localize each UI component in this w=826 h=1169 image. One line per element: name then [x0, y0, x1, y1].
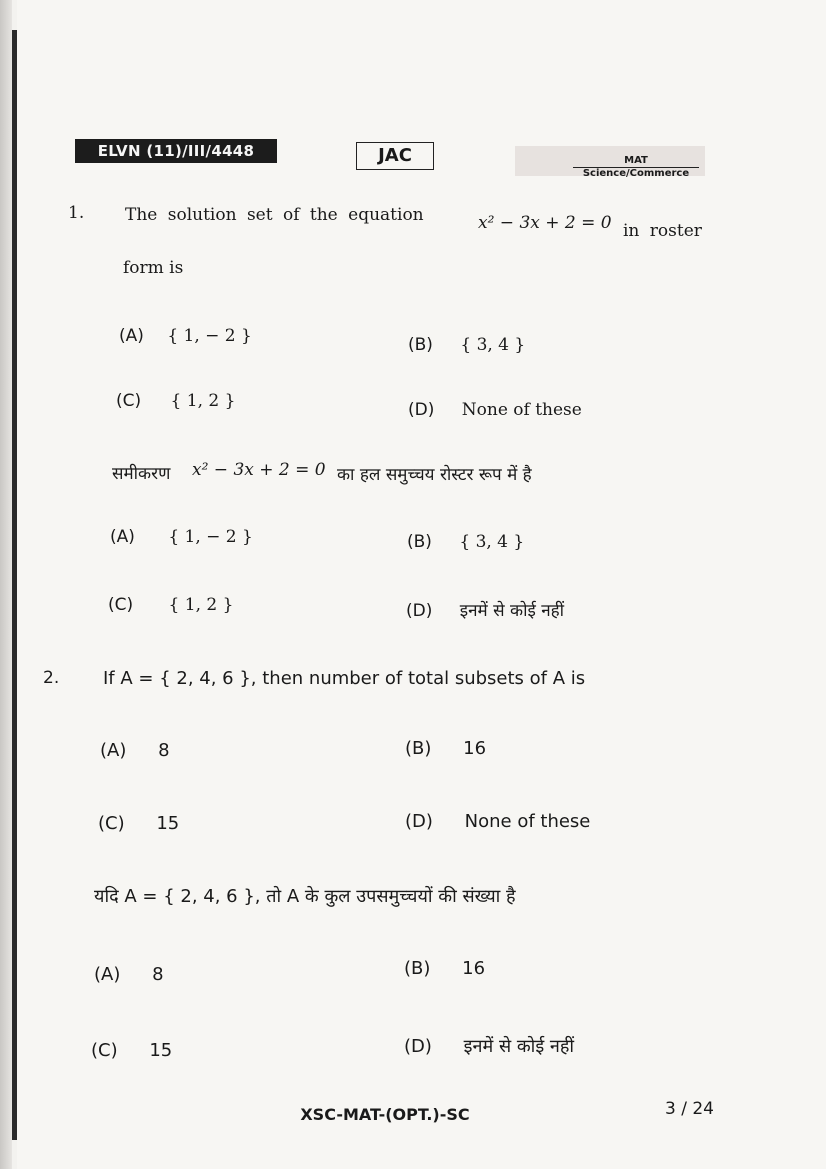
- option-value: { 3, 4 }: [460, 335, 526, 355]
- option-value: { 1, 2 }: [170, 391, 236, 411]
- q1-hi-option-d: [406, 598, 564, 621]
- option-value: 15: [149, 1040, 173, 1061]
- q2-hi-option-b: [404, 958, 485, 979]
- option-label: (D): [406, 601, 433, 621]
- page-left-edge: [0, 0, 12, 1169]
- question-1-text-suffix: in roster: [623, 221, 702, 241]
- question-2-text: If A = { 2, 4, 6 }, then number of total subsets of A is: [103, 668, 586, 689]
- option-label: (C): [91, 1040, 118, 1061]
- option-value: None of these: [464, 811, 591, 832]
- question-1-hindi-equation: x² − 3x + 2 = 0: [192, 460, 326, 480]
- footer-paper-code: XSC-MAT-(OPT.)-SC: [300, 1105, 470, 1124]
- option-label: (B): [408, 335, 433, 355]
- board-name-box: JAC: [356, 142, 434, 170]
- option-value: 16: [462, 958, 486, 979]
- option-label: (C): [98, 813, 125, 834]
- option-value: 15: [156, 813, 180, 834]
- option-value: 8: [158, 740, 170, 761]
- option-label: (B): [404, 958, 431, 979]
- page-number: 3 / 24: [665, 1099, 714, 1119]
- option-label: (B): [407, 532, 432, 552]
- question-2-hindi-text: यदि A = { 2, 4, 6 }, तो A के कुल उपसमुच्चयों की संख्या है: [94, 886, 516, 907]
- q1-en-option-c: [116, 391, 235, 411]
- subject-stream: Science/Commerce: [573, 167, 699, 180]
- subject-name: MAT: [624, 155, 648, 166]
- paper-code-badge: ELVN (11)/III/4448: [75, 139, 277, 163]
- q2-hi-option-c: [91, 1040, 172, 1061]
- q1-en-option-a: [119, 326, 252, 346]
- q2-en-option-b: [405, 738, 486, 759]
- option-label: (A): [94, 964, 121, 985]
- question-1-hindi-suffix: का हल समुच्चय रोस्टर रूप में है: [337, 465, 532, 485]
- question-2-number: 2.: [43, 668, 60, 688]
- q1-hi-option-c: [108, 595, 233, 615]
- option-value: 16: [463, 738, 487, 759]
- option-value: { 1, − 2 }: [168, 527, 253, 547]
- option-value: None of these: [461, 400, 582, 420]
- q2-hi-option-d: [404, 1034, 574, 1058]
- q2-hi-option-a: [94, 964, 164, 985]
- option-label: (D): [405, 811, 433, 832]
- option-label: (C): [108, 595, 134, 615]
- option-label: (B): [405, 738, 432, 759]
- subject-label: [573, 155, 699, 180]
- option-value: 8: [152, 964, 164, 985]
- question-1-equation: x² − 3x + 2 = 0: [478, 213, 612, 233]
- option-value: { 3, 4 }: [459, 532, 525, 552]
- q1-hi-option-b: [407, 532, 524, 552]
- q2-en-option-d: [405, 811, 590, 832]
- option-label: (C): [116, 391, 142, 411]
- option-value: इनमें से कोई नहीं: [459, 601, 565, 621]
- option-label: (A): [119, 326, 144, 346]
- option-label: (A): [100, 740, 127, 761]
- question-1-number: 1.: [68, 203, 85, 223]
- question-1-hindi-prefix: समीकरण: [112, 464, 171, 484]
- option-value: { 1, − 2 }: [167, 326, 252, 346]
- q2-en-option-c: [98, 813, 179, 834]
- q1-en-option-b: [408, 335, 525, 355]
- q1-hi-option-a: [110, 527, 253, 547]
- question-1-text-line2: form is: [123, 258, 184, 278]
- option-value: { 1, 2 }: [168, 595, 234, 615]
- option-label: (D): [404, 1036, 432, 1057]
- option-value: इनमें से कोई नहीं: [463, 1036, 575, 1057]
- question-1-text-prefix: The solution set of the equation: [125, 205, 424, 225]
- q1-en-option-d: [408, 400, 582, 420]
- q2-en-option-a: [100, 740, 170, 761]
- option-label: (A): [110, 527, 135, 547]
- option-label: (D): [408, 400, 435, 420]
